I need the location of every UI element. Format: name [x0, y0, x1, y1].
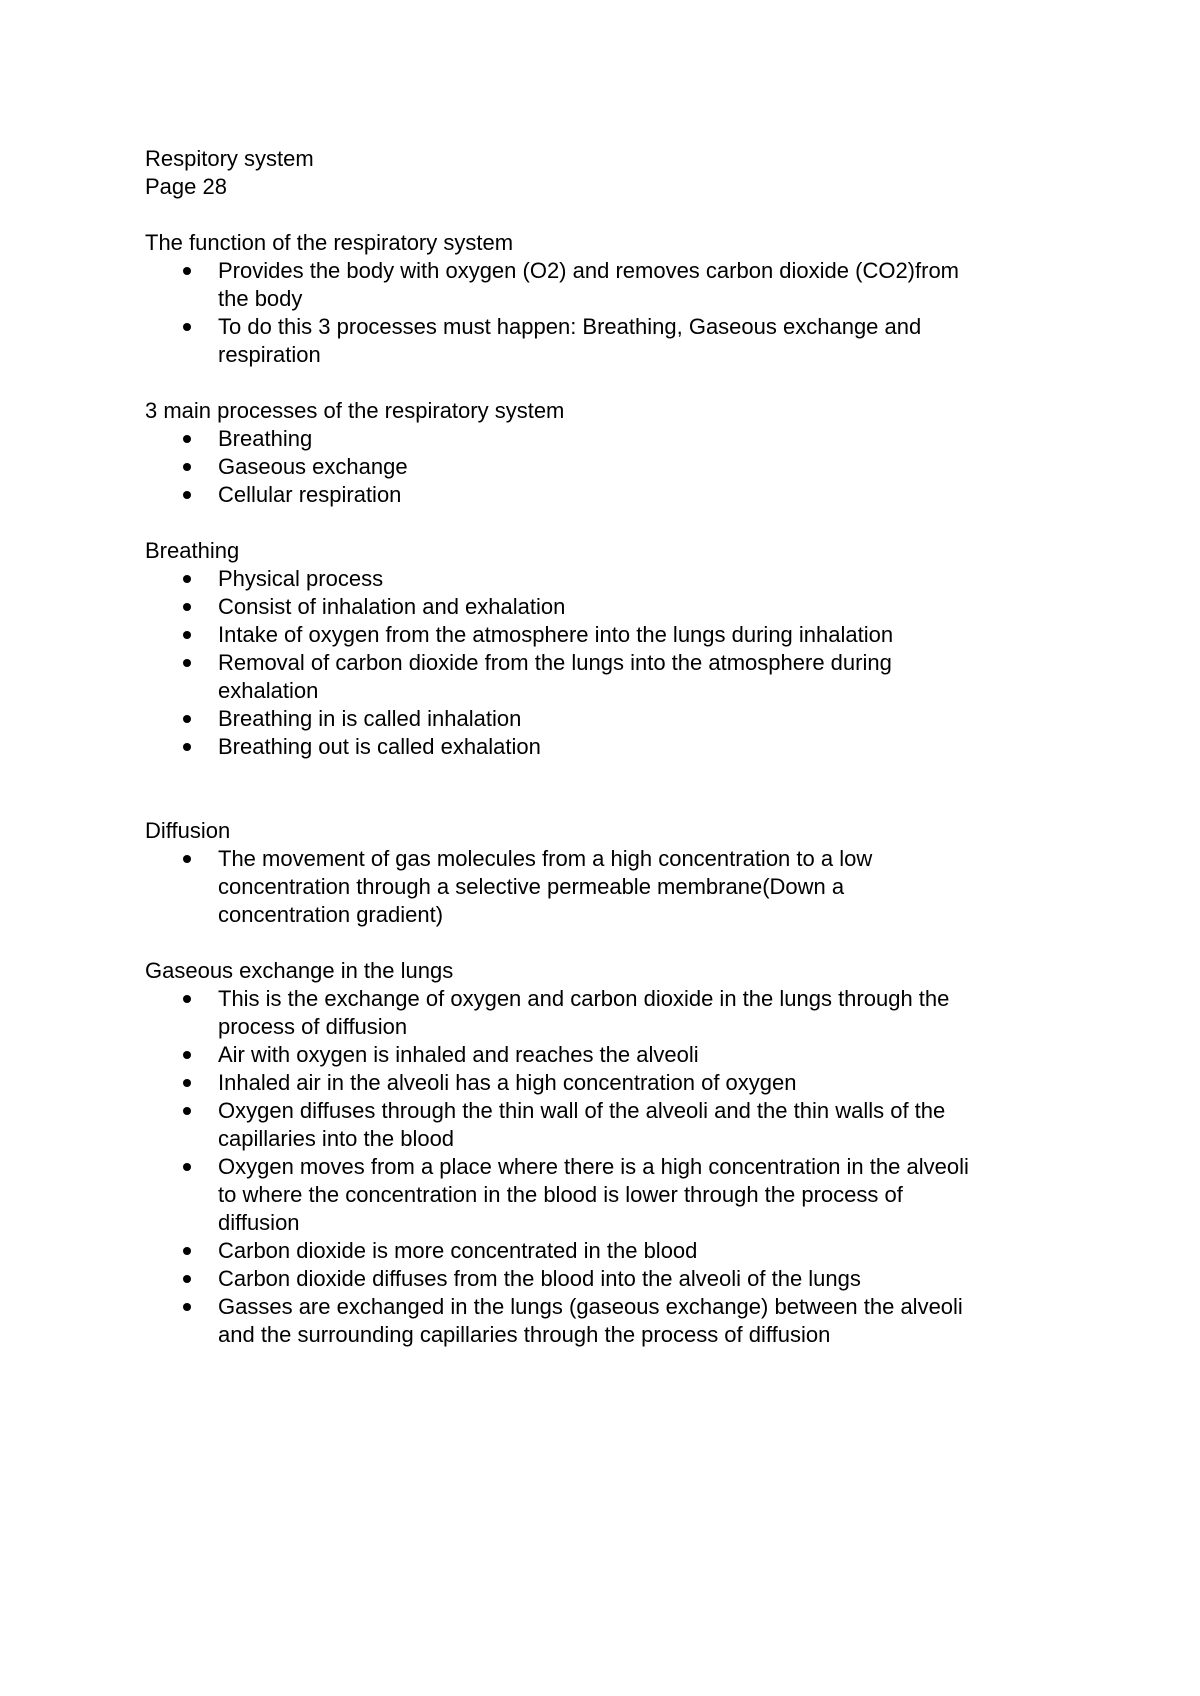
list-item: This is the exchange of oxygen and carbon dioxide in the lungs through the process of diffusion [145, 985, 1058, 1041]
bullet-icon [183, 1051, 191, 1059]
list-item: Inhaled air in the alveoli has a high concentration of oxygen [145, 1069, 1058, 1097]
list-item: Carbon dioxide is more concentrated in the blood [145, 1237, 1058, 1265]
list-item: Removal of carbon dioxide from the lungs into the atmosphere during exhalation [145, 649, 1058, 705]
bullet-icon [183, 995, 191, 1003]
bullet-icon [183, 491, 191, 499]
bullet-icon [183, 1247, 191, 1255]
bullet-icon [183, 463, 191, 471]
bullet-icon [183, 575, 191, 583]
section-heading: The function of the respiratory system [145, 230, 514, 255]
document-title: Respitory system [145, 146, 314, 171]
list-item: Oxygen diffuses through the thin wall of the alveoli and the thin walls of the capillaries into the blood [145, 1097, 1058, 1153]
list-item: Carbon dioxide diffuses from the blood into the alveoli of the lungs [145, 1265, 1058, 1293]
spacer [145, 201, 1065, 229]
bullet-icon [183, 743, 191, 751]
list-item: Oxygen moves from a place where there is a high concentration in the alveoli to where the concentration in the blood is lower through the process of diffusion [145, 1153, 1058, 1237]
list-item: Physical process [145, 565, 1058, 593]
section-respiratory-function [145, 229, 1065, 369]
list-item: Gaseous exchange [145, 453, 1058, 481]
list-item: The movement of gas molecules from a high concentration to a low concentration through a selective permeable membrane(Down a concentration gradient) [145, 845, 1058, 929]
bullet-icon [183, 715, 191, 723]
bullet-icon [183, 1079, 191, 1087]
bullet-list [145, 985, 1065, 1349]
document-body [145, 145, 1065, 1349]
list-item: Provides the body with oxygen (O2) and removes carbon dioxide (CO2)from the body [145, 257, 1058, 313]
section-heading: 3 main processes of the respiratory system [145, 398, 565, 423]
list-item: Intake of oxygen from the atmosphere into the lungs during inhalation [145, 621, 1058, 649]
section-breathing [145, 537, 1065, 761]
bullet-icon [183, 1107, 191, 1115]
bullet-icon [183, 267, 191, 275]
list-item: Gasses are exchanged in the lungs (gaseous exchange) between the alveoli and the surrounding capillaries through the process of diffusion [145, 1293, 1058, 1349]
spacer [145, 761, 1065, 817]
bullet-list [145, 845, 1065, 929]
list-item: Air with oxygen is inhaled and reaches the alveoli [145, 1041, 1058, 1069]
bullet-icon [183, 1303, 191, 1311]
list-item: Breathing in is called inhalation [145, 705, 1058, 733]
list-item: Breathing out is called exhalation [145, 733, 1058, 761]
section-heading: Breathing [145, 538, 240, 563]
bullet-icon [183, 323, 191, 331]
spacer [145, 509, 1065, 537]
bullet-icon [183, 435, 191, 443]
bullet-list [145, 425, 1065, 509]
section-heading: Diffusion [145, 818, 231, 843]
bullet-list [145, 565, 1065, 761]
bullet-icon [183, 603, 191, 611]
list-item: Consist of inhalation and exhalation [145, 593, 1058, 621]
section-gaseous-exchange [145, 957, 1065, 1349]
bullet-icon [183, 1275, 191, 1283]
bullet-icon [183, 855, 191, 863]
section-heading: Gaseous exchange in the lungs [145, 958, 454, 983]
spacer [145, 929, 1065, 957]
page-reference: Page 28 [145, 174, 227, 199]
spacer [145, 369, 1065, 397]
list-item: Breathing [145, 425, 1058, 453]
bullet-icon [183, 1163, 191, 1171]
bullet-icon [183, 659, 191, 667]
section-diffusion [145, 817, 1065, 929]
bullet-list [145, 257, 1065, 369]
bullet-icon [183, 631, 191, 639]
list-item: Cellular respiration [145, 481, 1058, 509]
section-main-processes [145, 397, 1065, 509]
list-item: To do this 3 processes must happen: Breathing, Gaseous exchange and respiration [145, 313, 1058, 369]
